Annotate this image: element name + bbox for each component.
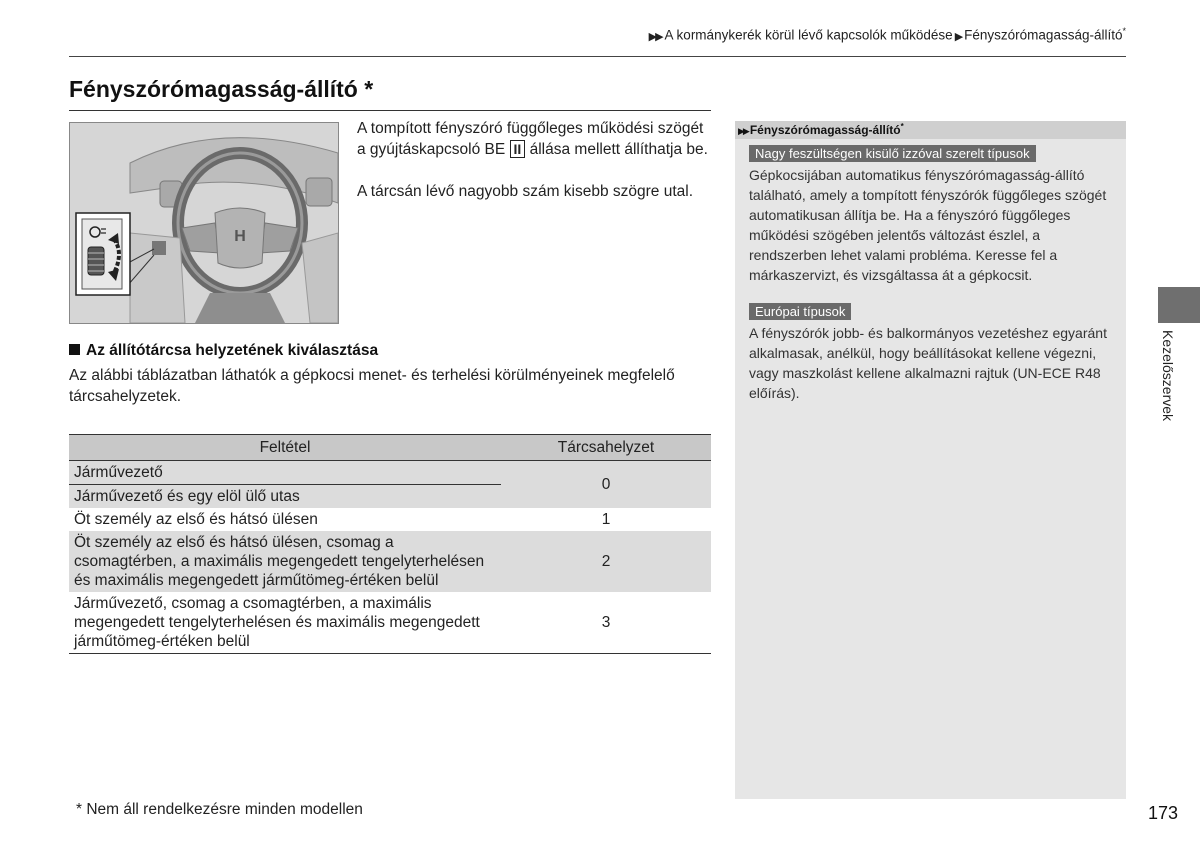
intro-p1-start: A tompított fényszóró függőleges működési szögét a gyújtáskapcsoló BE [357, 120, 704, 158]
table-cell-value: 3 [501, 592, 711, 654]
table-cell-value: 2 [501, 531, 711, 592]
breadcrumb [649, 26, 1126, 43]
table-row [69, 592, 711, 654]
double-arrow-icon: ▶▶ [738, 126, 748, 136]
chapter-tab-label: Kezelőszervek [1160, 330, 1176, 422]
table-row [69, 531, 711, 592]
table-header-position: Tárcsahelyzet [501, 435, 711, 461]
breadcrumb-separator-icon: ▶ [954, 30, 962, 43]
intro-text [357, 118, 711, 223]
breadcrumb-current: Fényszórómagasság-állító [964, 27, 1123, 43]
breadcrumb-asterisk: * [1122, 26, 1126, 36]
chapter-tab [1158, 287, 1200, 323]
sidebar-heading [735, 121, 1126, 139]
sidebar-notes [735, 121, 1126, 799]
title-rule [69, 110, 711, 111]
section-text: Az alábbi táblázatban láthatók a gépkocsi menet- és terhelési körülményeinek megfelelő tárcsahelyzetek. [69, 367, 675, 405]
table-cell-condition: Járművezető és egy elöl ülő utas [69, 485, 501, 509]
intro-p1-end: állása mellett állíthatja be. [529, 141, 708, 158]
table-cell-condition: Öt személy az első és hátsó ülésen, csomag a csomagtérben, a maximális megengedett tengelyterhelésen és maximális megengedett járműtömeg-értéken belül [69, 531, 501, 592]
intro-paragraph-1 [357, 118, 711, 160]
dashboard-drawing [70, 123, 338, 323]
page-title-text: Fényszórómagasság-állító [69, 76, 358, 102]
section-heading-text: Az állítótárcsa helyzetének kiválasztása [86, 342, 379, 359]
header-rule [69, 56, 1126, 57]
table-header-row [69, 435, 711, 461]
sidebar-heading-text: Fényszórómagasság-állító [749, 123, 901, 137]
dashboard-illustration [69, 122, 339, 324]
table-cell-condition: Járművezető [69, 461, 501, 485]
ignition-position-badge: II [510, 140, 526, 158]
section-heading [69, 342, 378, 360]
page-title-asterisk: * [364, 76, 374, 102]
table-cell-value: 1 [601, 511, 611, 528]
footnote: * Nem áll rendelkezésre minden modellen [76, 801, 363, 818]
sidebar-heading-asterisk: * [900, 122, 904, 131]
table-header-condition: Feltétel [69, 435, 501, 461]
hid-models-tag: Nagy feszültségen kisülő izzóval szerelt típusok [749, 145, 1036, 162]
hid-models-text: Gépkocsijában automatikus fényszórómagasság-állító található, amely a tompított fényszórók függőleges szögét automatikusan állítja be. Ha a fényszóró függőleges működési szögében jelentős változást észlel, a rendszerben lehet valami probléma. Keresse fel a márkaszervizt, és vizsgáltassa át a gépkocsit. [749, 167, 1107, 283]
intro-paragraph-2: A tárcsán lévő nagyobb szám kisebb szögre utal. [357, 183, 694, 200]
breadcrumb-arrow-icon: ▶▶ [648, 30, 662, 43]
european-models-text: A fényszórók jobb- és balkormányos vezetéshez egyaránt alkalmasak, anélkül, hogy beállításokat kellene végezni, vagy maszkolást kellene alkalmazni rajtuk (UN-ECE R48 előírás). [749, 325, 1107, 401]
svg-text:H: H [234, 228, 246, 245]
dial-position-table [69, 434, 711, 654]
page-title [69, 76, 373, 103]
table-row [69, 508, 711, 531]
breadcrumb-parent: A kormánykerék körül lévő kapcsolók működése [664, 27, 953, 43]
european-models-tag: Európai típusok [749, 303, 851, 320]
table-row [69, 461, 711, 485]
page-number: 173 [1148, 803, 1179, 823]
table-cell-condition: Járművezető, csomag a csomagtérben, a maximális megengedett tengelyterhelésen és maximális megengedett járműtömeg-értéken belül [69, 592, 501, 654]
table-cell-condition: Öt személy az első és hátsó ülésen [74, 511, 318, 528]
table-cell-value: 0 [501, 461, 711, 509]
square-bullet-icon [69, 344, 80, 355]
